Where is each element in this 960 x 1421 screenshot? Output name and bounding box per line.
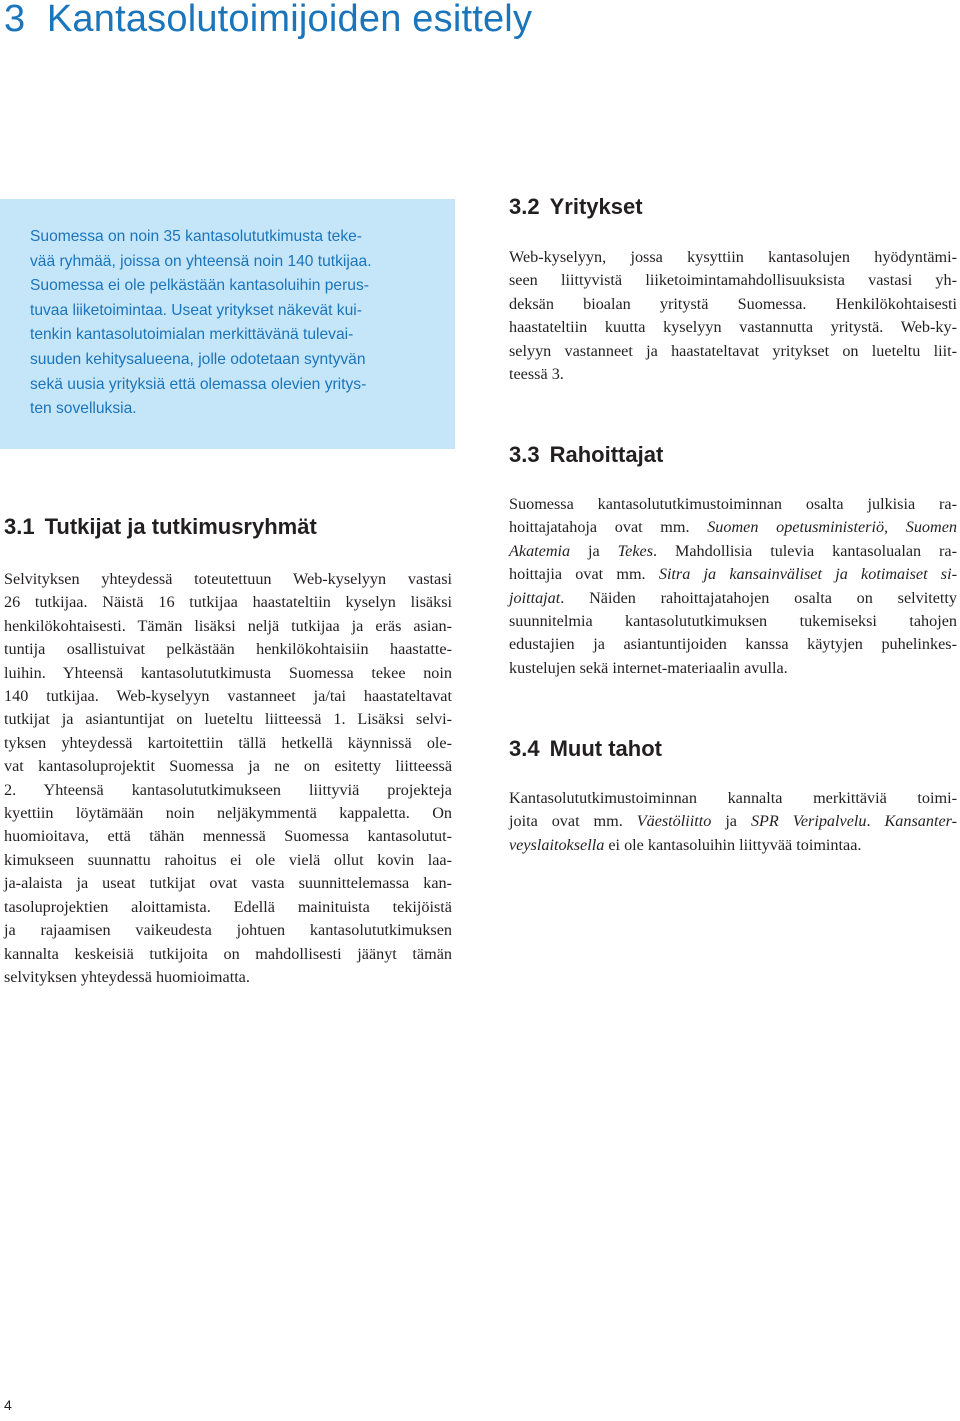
body-line [509, 563, 957, 586]
callout-line: ten sovelluksia. [30, 400, 137, 418]
body-line [509, 810, 957, 833]
callout-line: Suomessa ei ole pelkästään kantasoluihin perus- [30, 277, 369, 295]
body-line: luihin. Yhteensä kantasolututkimusta Suomessa tekee noin [4, 663, 452, 682]
body-line: kustelujen sekä internet-materiaalin avulla. [509, 658, 788, 677]
body-line: edustajien ja asiantuntijoiden kanssa käytyjen puhelinkes- [509, 635, 957, 654]
section-number: 3.4 [509, 736, 540, 761]
body-line: selvityksen yhteydessä huomioimatta. [4, 967, 250, 986]
section-title: Muut tahot [549, 736, 662, 761]
section-title: Rahoittajat [549, 442, 664, 467]
callout-line: Suomessa on noin 35 kantasolututkimusta teke- [30, 228, 362, 245]
body-line: Kantasolututkimustoiminnan kannalta merkittäviä toimi- [509, 789, 957, 807]
body-line: vat kantasoluprojektit Suomessa ja ne on esitetty liitteessä [4, 757, 452, 776]
body-line: kannalta keskeisiä tutkijoita on mahdollisesti jäänyt tämän [4, 944, 452, 963]
funder-names: joittajat [509, 588, 561, 607]
chapter-title [4, 0, 532, 41]
text-run: hoittajia ovat mm. [509, 565, 646, 584]
text-run: . Näiden rahoittajatahojen osalta on selvitetty [560, 588, 957, 607]
funder-names: Suomen opetusministeriö, Suomen [707, 518, 957, 537]
body-line [509, 587, 957, 610]
section-heading-3-1 [4, 514, 317, 540]
funder-names: Sitra ja kansainväliset ja kotimaiset si- [658, 565, 957, 584]
section-number: 3.1 [4, 514, 35, 539]
funder-name: Akatemia [509, 541, 571, 560]
body-line: 140 tutkijaa. Web-kyselyyn vastanneet ja/tai haastateltavat [4, 687, 452, 706]
body-line [509, 834, 957, 857]
body-line: huomioitava, että tähän mennessä Suomessa kantasolutut- [4, 827, 452, 846]
body-line: kyettiin löytämään noin neljäkymmentä kappaletta. On [4, 804, 452, 823]
body-line: 2. Yhteensä kantasolututkimukseen liittyviä projekteja [4, 780, 452, 799]
body-line: ja rajaamisen vaikeudesta johtuen kantasolututkimuksen [4, 921, 452, 940]
chapter-title-text: Kantasolutoimijoiden esittely [46, 0, 533, 40]
callout-line: sekä uusia yrityksiä että olemassa olevien yritys- [30, 375, 367, 393]
body-line: Web-kyselyyn, jossa kysyttiin kantasolujen hyödyntämi- [509, 248, 957, 266]
body-line: Suomessa kantasolututkimustoiminnan osalta julkisia ra- [509, 495, 957, 513]
body-line: ja-alaista ja useat tutkijat ovat vasta suunnittelemassa kan- [4, 874, 452, 893]
section-heading-3-3 [509, 442, 663, 468]
text-run: joita ovat mm. [509, 812, 623, 831]
summary-callout-box [0, 199, 455, 449]
body-line: suunnitelmia kantasolututkimuksen tukemiseksi tahojen [509, 612, 957, 631]
organization-name: SPR Veripalvelu [750, 812, 867, 831]
callout-line: vää ryhmää, joissa on yhteensä noin 140 tutkijaa. [30, 252, 372, 270]
chapter-number: 3 [4, 0, 26, 40]
section-3-1-body [4, 568, 452, 989]
body-line: tasoluprojektien aloittamista. Edellä mainituista tekijöistä [4, 897, 452, 916]
body-line: tyksen yhteydessä kartoitettiin tällä hetkellä käynnissä ole- [4, 733, 452, 752]
body-line: kimukseen suunnattu rahoitus ei ole vielä ollut kovin laa- [4, 850, 452, 869]
body-line: 26 tutkijaa. Näistä 16 tutkijaa haastateltiin kyselyn lisäksi [4, 593, 452, 612]
section-3-4-body [509, 787, 957, 857]
section-3-2-body [509, 246, 957, 386]
body-line: selyyn vastanneet ja haastateltavat yritykset on lueteltu liit- [509, 341, 957, 360]
body-line: tuntija osallistuivat pelkästään henkilökohtaisiin haastatte- [4, 640, 452, 659]
body-line [509, 540, 957, 563]
organization-name: veyslaitoksella [509, 835, 605, 854]
section-number: 3.2 [509, 194, 540, 219]
section-3-3-body [509, 493, 957, 680]
body-line: tutkijat ja asiantuntijat on lueteltu liitteessä 1. Lisäksi selvi- [4, 710, 452, 729]
body-line: haastateltiin kuutta kyselyyn vastannutta yritystä. Web-ky- [509, 318, 957, 337]
text-run: ei ole kantasoluihin liittyvää toimintaa. [608, 835, 862, 854]
callout-line: tuvaa liiketoimintaa. Useat yritykset näkevät kui- [30, 301, 362, 319]
section-number: 3.3 [509, 442, 540, 467]
callout-line: tenkin kantasolutoimialan merkittävänä tulevai- [30, 326, 354, 344]
section-heading-3-4 [509, 736, 662, 762]
page-number: 4 [4, 1397, 12, 1413]
text-run: hoittajatahoja ovat mm. [509, 518, 690, 537]
body-line: Selvityksen yhteydessä toteutettuun Web-kyselyyn vastasi [4, 570, 452, 588]
text-run: ja [725, 812, 737, 831]
body-line: seen liittyvistä liiketoimintamahdollisuuksista vastasi yh- [509, 271, 957, 290]
summary-callout-text [30, 225, 437, 422]
body-line: henkilökohtaisesti. Tämän lisäksi neljä tutkijaa ja eräs asian- [4, 616, 452, 635]
body-line [509, 516, 957, 539]
section-heading-3-2 [509, 194, 643, 220]
organization-name: Väestöliitto [636, 812, 712, 831]
text-run: . Mahdollisia tulevia kantasolualan ra- [653, 541, 958, 560]
section-title: Tutkijat ja tutkimusryhmät [44, 514, 317, 539]
text-run: ja [588, 541, 600, 560]
organization-name: Kansanter- [884, 812, 958, 831]
text-run: . [866, 812, 871, 831]
body-line: teessä 3. [509, 365, 564, 384]
funder-name: Tekes [617, 541, 654, 560]
section-title: Yritykset [549, 194, 643, 219]
body-line: deksän bioalan yritystä Suomessa. Henkilökohtaisesti [509, 294, 957, 313]
callout-line: suuden kehitysalueena, jolle odotetaan syntyvän [30, 350, 366, 368]
